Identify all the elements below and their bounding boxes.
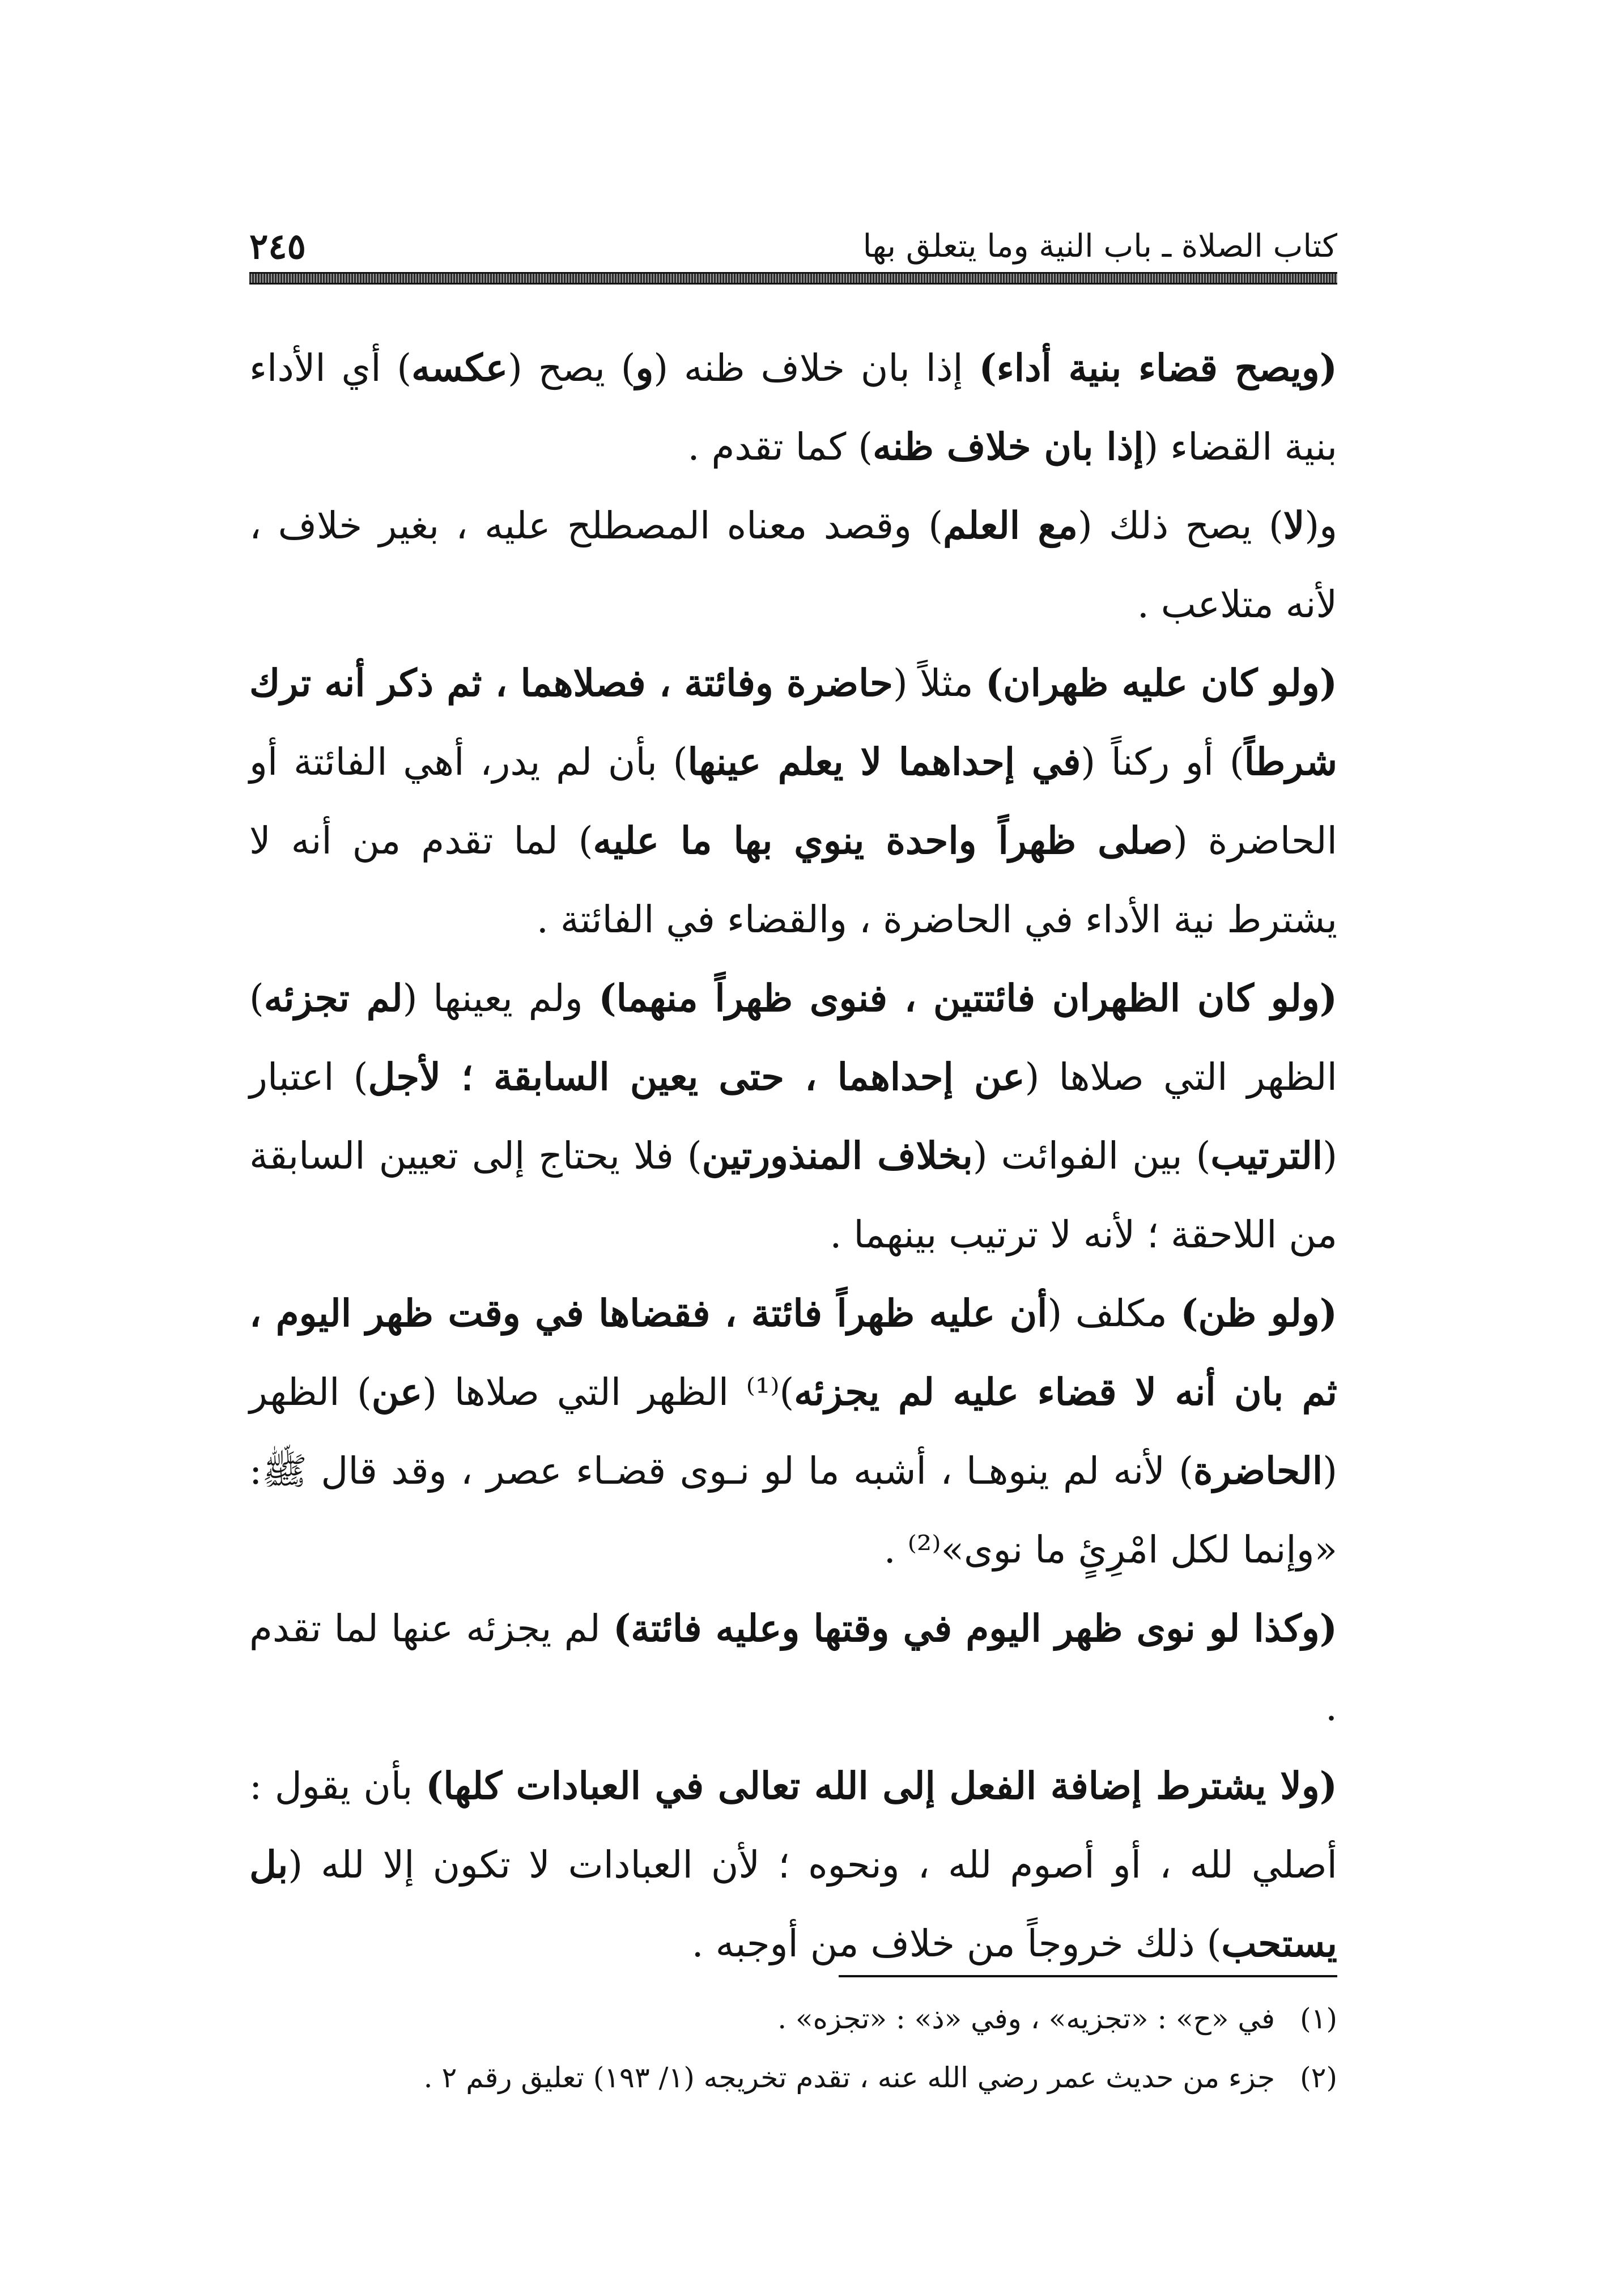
matn-text: (ولو ظن) xyxy=(1180,1291,1338,1335)
sharh-text: ) لما تقدم من أنه لا يشترط نية الأداء في الحاضرة ، والقضاء في الفائتة . xyxy=(249,819,1337,941)
sharh-text: ) يصح ذلك ( xyxy=(1077,504,1283,547)
sharh-text: ) الظهر التي صلاها ( xyxy=(249,976,1337,1099)
running-title: كتاب الصلاة ـ باب النية وما يتعلق بها xyxy=(862,228,1337,265)
page-header xyxy=(249,224,1337,269)
sharh-text: ) بين الفوائت ( xyxy=(972,1134,1211,1178)
matn-text: عن إحداهما ، حتى يعين السابقة ؛ لأجل xyxy=(368,1055,1025,1099)
matn-text: (ولو كان عليه ظهران) xyxy=(985,661,1337,705)
footnote-separator xyxy=(839,1975,1337,1977)
body-text xyxy=(249,329,1337,1983)
sharh-text: و( xyxy=(1304,504,1337,547)
paragraph xyxy=(249,959,1337,1274)
sharh-text: ) فلا يحتاج إلى تعيين السابقة من اللاحقة ؛ لأنه لا ترتيب بينهما . xyxy=(249,1134,1337,1256)
sharh-text: مكلف ( xyxy=(1047,1292,1181,1335)
matn-text: إذا بان خلاف ظنه xyxy=(873,424,1144,469)
matn-text: الترتيب xyxy=(1210,1133,1323,1178)
matn-text: صلى ظهراً واحدة ينوي بها ما عليه xyxy=(593,818,1174,863)
footnote-text: جزء من حديث عمر رضي الله عنه ، تقدم تخريجه (١/ ١٩٣) تعليق رقم ٢ . xyxy=(423,2061,1275,2094)
sharh-text: ) وقصد معناه المصطلح عليه ، بغير خلاف ، لأنه متلاعب . xyxy=(249,504,1337,626)
matn-text: عن xyxy=(371,1370,423,1414)
sharh-text: ) لأنه لم ينوهـا ، أشبه ما لو نـوى قضـاء عصر ، وقد قال ﷺ: «وإنما لكل امْرِئٍ ما نوى»⁽²⁾ . xyxy=(249,1449,1337,1572)
paragraph xyxy=(249,1274,1337,1589)
sharh-text: ) ذلك خروجاً من خلاف من أوجبه . xyxy=(691,1922,1222,1965)
paragraph xyxy=(249,1747,1337,1983)
header-divider xyxy=(249,272,1337,284)
matn-text: لم تجزئه xyxy=(263,976,403,1020)
footnote-number: (٢) xyxy=(1300,2061,1337,2094)
matn-text: بخلاف المنذورتين xyxy=(702,1133,973,1178)
sharh-text: مثلاً ( xyxy=(892,661,985,705)
matn-text: (ويصح قضاء بنية أداء) xyxy=(979,346,1337,390)
sharh-text: ) أي الأداء بنية القضاء ( xyxy=(249,346,1337,469)
sharh-text: بأن يقول : أصلي لله ، أو أصوم لله ، ونحوه ؛ لأن العبادات لا تكون إلا لله ( xyxy=(249,1764,1337,1887)
sharh-text: ) كما تقدم . xyxy=(687,425,873,469)
sharh-text: ) أو ركناً ( xyxy=(1081,740,1244,784)
footnote xyxy=(249,1989,1337,2048)
matn-text: بل يستحب xyxy=(249,1842,1337,1965)
page-number: ٢٤٥ xyxy=(249,226,306,267)
footnote xyxy=(249,2048,1337,2107)
paragraph xyxy=(249,1589,1337,1747)
footnotes xyxy=(249,1989,1337,2107)
sharh-text: ) اعتبار ( xyxy=(249,1055,1337,1178)
matn-text: الحاضرة xyxy=(1193,1449,1323,1493)
paragraph xyxy=(249,644,1337,959)
matn-text: (ولا يشترط إضافة الفعل إلى الله تعالى في العبادات كلها) xyxy=(426,1764,1337,1808)
paragraph xyxy=(249,329,1337,486)
sharh-text: ) بأن لم يدر، أهي الفائتة أو الحاضرة ( xyxy=(249,740,1337,863)
matn-text: (وكذا لو نوى ظهر اليوم في وقتها وعليه فائتة) xyxy=(613,1606,1338,1650)
sharh-text: ولم يعينها ( xyxy=(402,976,599,1020)
footnote-text: في «ح» : «تجزيه» ، وفي «ذ» : «تجزه» . xyxy=(777,2002,1275,2035)
sharh-text: ) الظهر ( xyxy=(249,1370,1337,1493)
matn-text: (ولو كان الظهران فائتتين ، فنوى ظهراً منهما) xyxy=(598,976,1337,1020)
sharh-text: إذا بان خلاف ظنه ( xyxy=(653,346,979,390)
matn-text: في إحداهما لا يعلم عينها xyxy=(687,740,1081,784)
matn-text: عكسه xyxy=(411,346,508,390)
sharh-text: ) يصح ( xyxy=(508,346,636,390)
sharh-text: لم يجزئه عنها لما تقدم . xyxy=(249,1607,1337,1729)
matn-text: لا xyxy=(1283,503,1305,547)
matn-text: حاضرة وفائتة ، فصلاهما ، ثم ذكر أنه ترك شرطاً xyxy=(249,661,1337,784)
matn-text: أن عليه ظهراً فائتة ، فقضاها في وقت ظهر اليوم ، ثم بان أنه لا قضاء عليه لم يجزئه xyxy=(249,1291,1337,1414)
matn-text: و xyxy=(635,346,654,390)
matn-text: مع العلم xyxy=(943,503,1078,547)
sharh-text: )⁽¹⁾ الظهر التي صلاها ( xyxy=(422,1370,794,1414)
paragraph xyxy=(249,486,1337,644)
footnote-number: (١) xyxy=(1300,2002,1337,2035)
